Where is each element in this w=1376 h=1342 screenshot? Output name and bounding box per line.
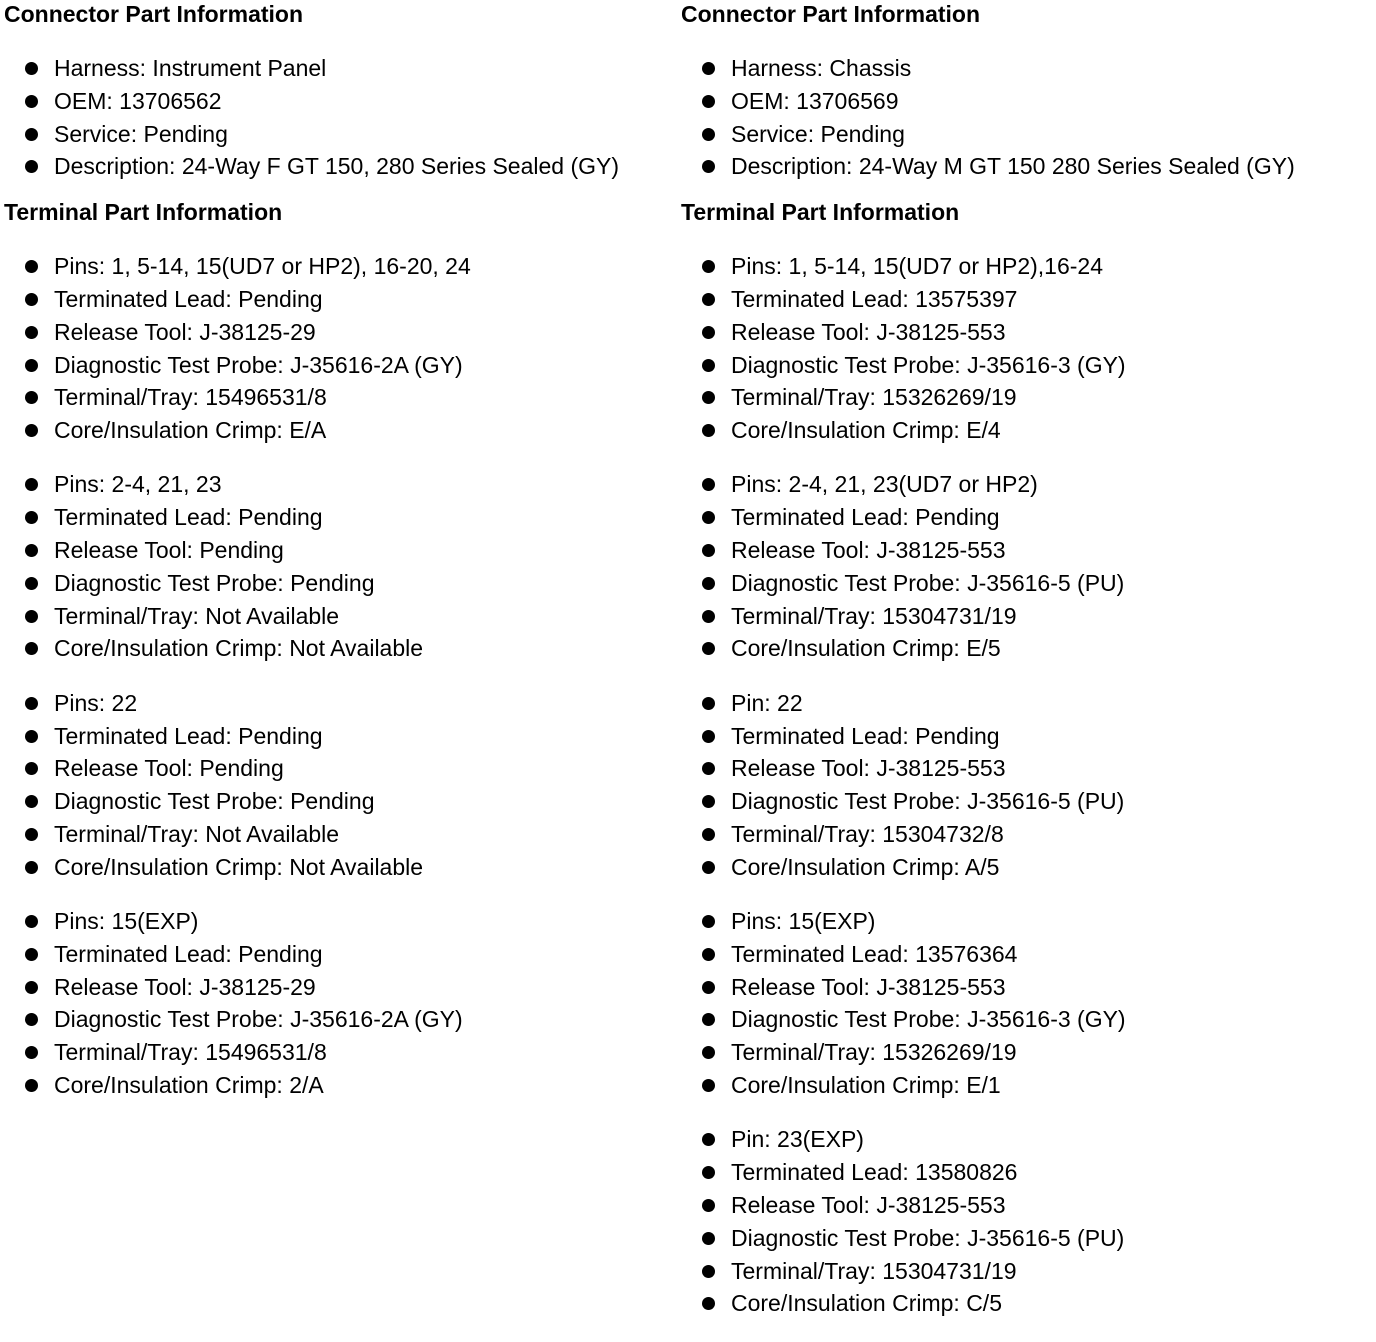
connector-list (681, 52, 1371, 183)
list-item: Diagnostic Test Probe: Pending (4, 567, 676, 600)
list-item: Pins: 1, 5-14, 15(UD7 or HP2),16-24 (681, 250, 1371, 283)
terminal-heading: Terminal Part Information (681, 199, 960, 226)
list-item: Core/Insulation Crimp: E/A (4, 414, 676, 447)
list-item: Description: 24-Way M GT 150 280 Series Sealed (GY) (681, 150, 1371, 183)
connector-list (4, 52, 676, 183)
list-item: Core/Insulation Crimp: E/1 (681, 1069, 1371, 1102)
list-item: Pin: 22 (681, 687, 1371, 720)
terminal-group (681, 468, 1371, 665)
terminal-group (681, 905, 1371, 1102)
list-item: Core/Insulation Crimp: E/5 (681, 632, 1371, 665)
list-item: Terminal/Tray: Not Available (4, 600, 676, 633)
list-item: Release Tool: J-38125-553 (681, 971, 1371, 1004)
list-item: Release Tool: J-38125-553 (681, 534, 1371, 567)
list-item: Diagnostic Test Probe: J-35616-3 (GY) (681, 349, 1371, 382)
list-item: Diagnostic Test Probe: Pending (4, 785, 676, 818)
list-item: Core/Insulation Crimp: 2/A (4, 1069, 676, 1102)
list-item: Terminated Lead: Pending (681, 501, 1371, 534)
connector-heading: Connector Part Information (4, 1, 304, 27)
list-item: Pins: 15(EXP) (681, 905, 1371, 938)
right-column (681, 0, 1371, 1342)
list-item: Pin: 23(EXP) (681, 1123, 1371, 1156)
left-column (4, 0, 676, 1123)
list-item: Harness: Instrument Panel (4, 52, 676, 85)
list-item: Terminated Lead: Pending (4, 720, 676, 753)
list-item: Terminated Lead: Pending (681, 720, 1371, 753)
list-item: Terminal/Tray: 15496531/8 (4, 1036, 676, 1069)
list-item: Terminated Lead: Pending (4, 283, 676, 316)
list-item: Release Tool: J-38125-29 (4, 316, 676, 349)
list-item: Terminal/Tray: 15326269/19 (681, 1036, 1371, 1069)
list-item: Release Tool: J-38125-553 (681, 1189, 1371, 1222)
connector-heading: Connector Part Information (681, 1, 981, 27)
list-item: Pins: 22 (4, 687, 676, 720)
list-item: Core/Insulation Crimp: C/5 (681, 1287, 1371, 1320)
list-item: Core/Insulation Crimp: Not Available (4, 632, 676, 665)
list-item: Core/Insulation Crimp: E/4 (681, 414, 1371, 447)
list-item: OEM: 13706569 (681, 85, 1371, 118)
list-item: Pins: 15(EXP) (4, 905, 676, 938)
list-item: Terminated Lead: Pending (4, 501, 676, 534)
list-item: Service: Pending (681, 118, 1371, 151)
list-item: Service: Pending (4, 118, 676, 151)
list-item: Diagnostic Test Probe: J-35616-2A (GY) (4, 349, 676, 382)
list-item: Diagnostic Test Probe: J-35616-5 (PU) (681, 1222, 1371, 1255)
list-item: Terminal/Tray: Not Available (4, 818, 676, 851)
list-item: Release Tool: J-38125-553 (681, 752, 1371, 785)
list-item: Terminated Lead: 13576364 (681, 938, 1371, 971)
list-item: Release Tool: Pending (4, 534, 676, 567)
list-item: Pins: 2-4, 21, 23 (4, 468, 676, 501)
list-item: Diagnostic Test Probe: J-35616-5 (PU) (681, 785, 1371, 818)
list-item: Terminated Lead: 13575397 (681, 283, 1371, 316)
list-item: Terminal/Tray: 15496531/8 (4, 381, 676, 414)
terminal-group (4, 468, 676, 665)
list-item: Terminated Lead: 13580826 (681, 1156, 1371, 1189)
list-item: Pins: 2-4, 21, 23(UD7 or HP2) (681, 468, 1371, 501)
list-item: Terminal/Tray: 15326269/19 (681, 381, 1371, 414)
list-item: Terminal/Tray: 15304732/8 (681, 818, 1371, 851)
terminal-group (681, 1123, 1371, 1320)
list-item: Diagnostic Test Probe: J-35616-2A (GY) (4, 1003, 676, 1036)
list-item: Diagnostic Test Probe: J-35616-3 (GY) (681, 1003, 1371, 1036)
list-item: Release Tool: J-38125-29 (4, 971, 676, 1004)
terminal-group (681, 250, 1371, 447)
list-item: Harness: Chassis (681, 52, 1371, 85)
terminal-heading: Terminal Part Information (4, 199, 283, 226)
list-item: Release Tool: Pending (4, 752, 676, 785)
list-item: Terminal/Tray: 15304731/19 (681, 600, 1371, 633)
list-item: Description: 24-Way F GT 150, 280 Series Sealed (GY) (4, 150, 676, 183)
list-item: Core/Insulation Crimp: A/5 (681, 851, 1371, 884)
terminal-group (4, 250, 676, 447)
terminal-group (681, 687, 1371, 884)
list-item: Core/Insulation Crimp: Not Available (4, 851, 676, 884)
list-item: Pins: 1, 5-14, 15(UD7 or HP2), 16-20, 24 (4, 250, 676, 283)
list-item: Release Tool: J-38125-553 (681, 316, 1371, 349)
terminal-group (4, 905, 676, 1102)
list-item: OEM: 13706562 (4, 85, 676, 118)
list-item: Diagnostic Test Probe: J-35616-5 (PU) (681, 567, 1371, 600)
list-item: Terminal/Tray: 15304731/19 (681, 1255, 1371, 1288)
list-item: Terminated Lead: Pending (4, 938, 676, 971)
terminal-group (4, 687, 676, 884)
